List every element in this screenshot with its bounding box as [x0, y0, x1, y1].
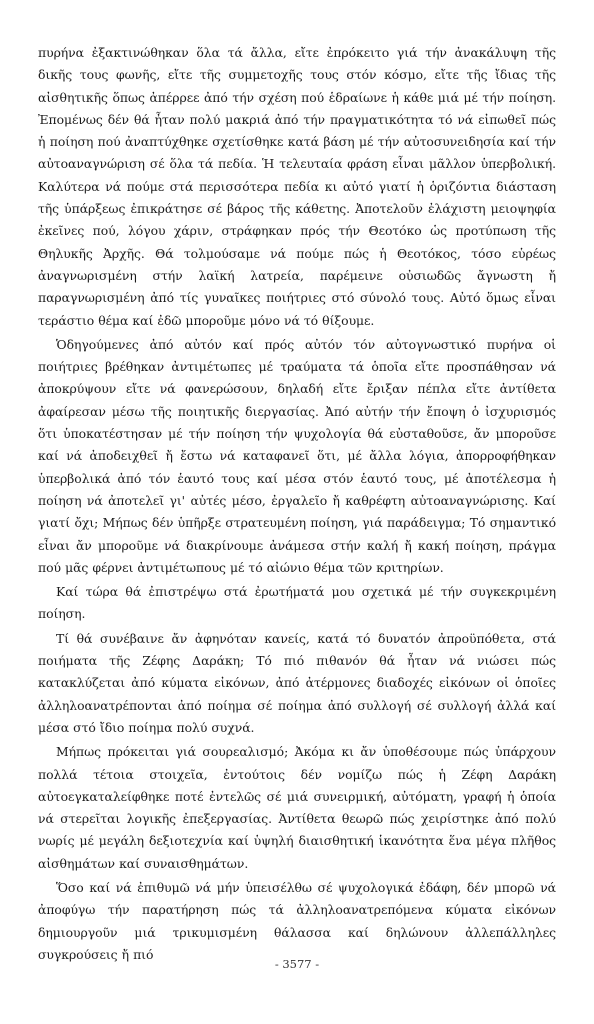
- paragraph-6: Ὅσο καί νά ἐπιθυμῶ νά μήν ὑπεισέλθω σέ ψυχολογικά ἐδάφη, δέν μπορῶ νά ἀποφύγω τήν παρατήρηση πώς τά ἀλληλοανατρεπόμενα κύματα εἰκόνων δημιουργοῦν μιά τρικυμισμένη θάλασσα καί δηλώνουν ἀλλεπάλληλες συγκρούσεις ἤ πιό: [38, 879, 556, 962]
- page-number: - 3577 -: [274, 957, 320, 971]
- body-text: [38, 42, 556, 968]
- paragraph-2: Ὁδηγούμενες ἀπό αὐτόν καί πρός αὐτόν τόν αὐτογνωστικό πυρήνα οἱ ποιήτριες βρέθηκαν ἀντιμέτωπες μέ τραύματα τά ὁποῖα εἴτε προσπάθησαν νά ἀποκρύψουν εἴτε νά φανερώσουν, δηλαδή εἴτε ἔριξαν πέπλα εἴτε ἀντίθετα ἀφαίρεσαν μέσω τῆς ποιητικῆς διεργασίας. Ἀπό αὐτήν τήν ἔποψη ὁ ἰσχυρισμός ὅτι ὑποκατέστησαν μέ τήν ποίηση τήν ψυχολογία θά εὐσταθοῦσε, ἄν μποροῦσε καί νά ἀποδειχθεῖ ἤ ἔστω νά καταφανεῖ ὅτι, μέ ἄλλα λόγια, ἀπορροφήθηκαν ὑπερβολικά ἀπό τόν ἑαυτό τους καί μέσα στόν ἑαυτό τους, μέ ἀποτέλεσμα ἡ ποίηση νά ἀποτελεῖ γι' αὐτές μέσο, ἐργαλεῖο ἤ καθρέφτη αὐτοαναγνώρισης. Καί γιατί ὄχι; Μήπως δέν ὑπῆρξε στρατευμένη ποίηση, γιά παράδειγμα; Τό σημαντικό εἶναι ἄν μποροῦμε νά διακρίνουμε ἀνάμεσα στήν καλή ἤ κακή ποίηση, πράγμα πού μᾶς φέρνει ἀντιμέτωπους μέ τό αἰώνιο θέμα τῶν κριτηρίων.: [38, 336, 556, 575]
- paragraph-3: Καί τώρα θά ἐπιστρέψω στά ἐρωτήματά μου σχετικά μέ τήν συγκεκριμένη ποίηση.: [38, 584, 556, 622]
- paragraph-5: Μήπως πρόκειται γιά σουρεαλισμό; Ἀκόμα κι ἄν ὑποθέσουμε πώς ὑπάρχουν πολλά τέτοια στοιχεῖα, ἐντούτοις δέν νομίζω πώς ἡ Ζέφη Δαράκη αὐτοεγκαταλείφθηκε ποτέ ἐντελῶς σέ μιά συνειρμική, αὐτόματη, γραφή ἡ ὁποία νά στερεῖται λογικῆς ἐπεξεργασίας. Ἀντίθετα θεωρῶ πώς χειρίστηκε ἀπό πολύ νωρίς μέ μεγάλη δεξιοτεχνία καί ὑψηλή διαισθητική ἱκανότητα ἕνα μέγα πλῆθος αἰσθημάτων καί συναισθημάτων.: [38, 744, 556, 871]
- paragraph-4: Τί θά συνέβαινε ἄν ἀφηνόταν κανείς, κατά τό δυνατόν ἀπροϋπόθετα, στά ποιήματα τῆς Ζέφης Δαράκη; Τό πιό πιθανόν θά ἦταν νά νιώσει πώς κατακλύζεται ἀπό κύματα εἰκόνων, ἀπό ἀτέρμονες διαδοχές εἰκόνων οἱ ὁποῖες ἀλληλοανατρέπονται ἀπό ποίημα σέ ποίημα ἀπό συλλογή σέ συλλογή ἀλλά καί μέσα στό ἴδιο ποίημα πολύ συχνά.: [38, 630, 556, 735]
- paragraph-1: πυρήνα ἐξακτινώθηκαν ὅλα τά ἄλλα, εἴτε ἐπρόκειτο γιά τήν ἀνακάλυψη τῆς δικῆς τους φωνῆς, εἴτε τῆς συμμετοχῆς τους στόν κόσμο, εἴτε τῆς ἴδιας τῆς αἰσθητικῆς ὅπως ἀπέρρεε ἀπό τήν σχέση πού ἑδραίωνε ἡ κάθε μιά μέ τήν ποίηση. Ἐπομένως δέν θά ἦταν πολύ μακριά ἀπό τήν πραγματικότητα τό νά εἰπωθεῖ πώς ἡ ποίηση πού ἀναπτύχθηκε σχετίσθηκε κατά βάση μέ τήν αὐτοσυνειδησία καί τήν αὐτοαναγνώριση σέ ὅλα τά πεδία. Ἡ τελευταία φράση εἶναι μᾶλλον ὑπερβολική. Καλύτερα νά πούμε στά περισσότερα πεδία κι αὐτό γιατί ἡ ὁριζόντια διάσταση τῆς ὑπάρξεως ἐπικράτησε σέ βάρος τῆς κάθετης. Ἀποτελοῦν ἐλάχιστη μειοψηφία ἐκεῖνες πού, λόγου χάριν, στράφηκαν πρός τήν Θεοτόκο ὡς προτύπωση τῆς Θηλυκῆς Ἀρχῆς. Θά τολμούσαμε νά πούμε πώς ἡ Θεοτόκος, τόσο εὑρέως ἀναγνωρισμένη στήν λαϊκή λατρεία, παρέμεινε οὐσιωδῶς ἄγνωστη ἤ παραγνωρισμένη ἀπό τίς γυναῖκες ποιήτριες στό σύνολό τους. Αὐτό ὅμως εἶναι τεράστιο θέμα καί ἐδῶ μποροῦμε μόνο νά τό θίξουμε.: [38, 45, 556, 328]
